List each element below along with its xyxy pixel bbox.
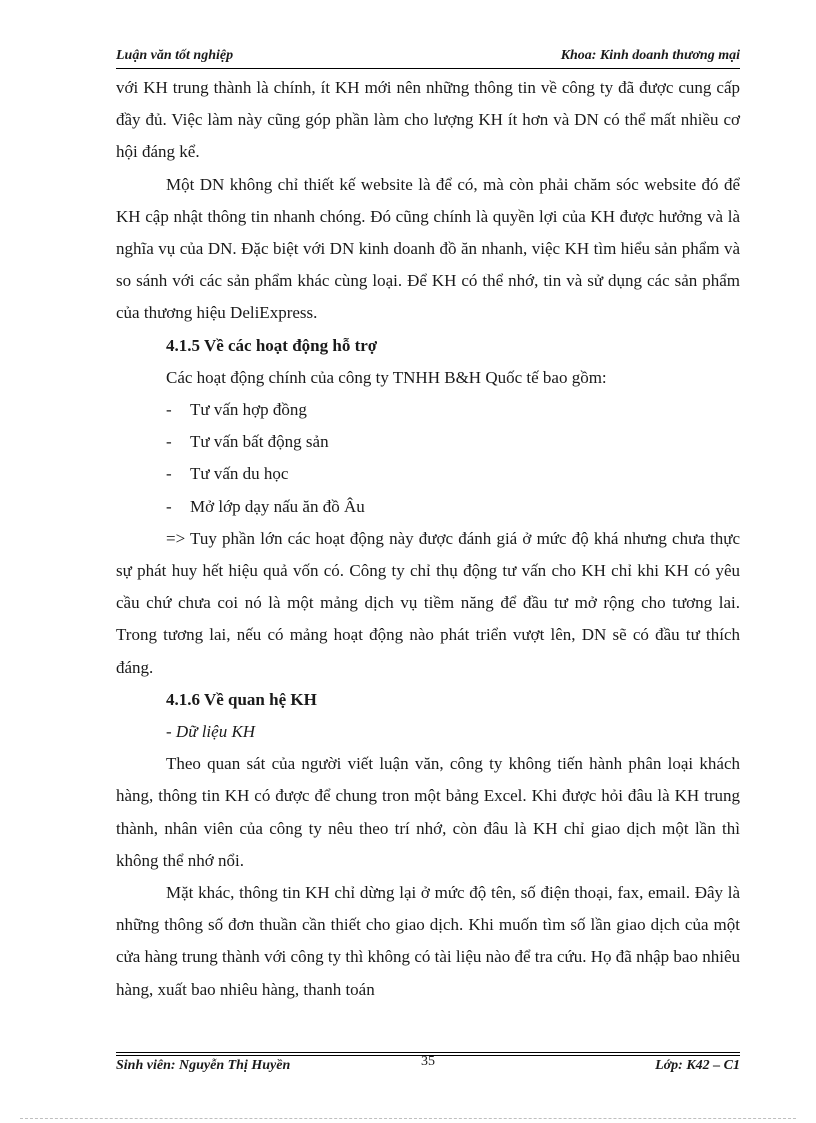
footer-divider-top (116, 1052, 740, 1053)
paragraph-2: Một DN không chỉ thiết kế website là để có, mà còn phải chăm sóc website đó để KH cập nhật thông tin nhanh chóng. Đó cũng chính là quyền lợi của KH được hưởng và là nghĩa vụ của DN. Đặc biệt với DN kinh doanh đồ ăn nhanh, việc KH tìm hiểu sản phẩm và so sánh với các sản phẩm khác cùng loại. Để KH có thể nhớ, tin và sử dụng các sản phẩm của thương hiệu DeliExpress. (116, 174, 740, 323)
bullet-marker: - (166, 496, 172, 516)
footer-student-name: Sinh viên: Nguyễn Thị Huyền (116, 1058, 291, 1073)
paragraph-1: với KH trung thành là chính, ít KH mới nên những thông tin về công ty đã được cung cấp đầy đủ. Việc làm này cũng góp phần làm cho lượng KH ít hơn và DN có thể mất nhiều cơ hội đáng kể. (116, 78, 740, 162)
page-header (116, 48, 740, 70)
list-item (116, 491, 740, 523)
footer-class: Lớp: K42 – C1 (655, 1058, 740, 1073)
list-item-text: Tư vấn hợp đồng (190, 400, 307, 420)
list-item-text: Tư vấn du học (190, 464, 289, 484)
page-footer (116, 1054, 740, 1080)
list-item-text: Tư vấn bất động sản (190, 432, 329, 452)
header-thesis-title: Luận văn tốt nghiệp (116, 48, 234, 63)
bullet-marker: - (166, 400, 172, 420)
section-heading-4-1-6: 4.1.6 Về quan hệ KH (166, 689, 317, 709)
header-divider (116, 68, 740, 69)
list-item (116, 458, 740, 490)
bullet-marker: - (166, 432, 172, 452)
paragraph-6: Mặt khác, thông tin KH chỉ dừng lại ở mức độ tên, số điện thoại, fax, email. Đây là những thông số đơn thuần cần thiết cho giao dịch. Khi muốn tìm số lần giao dịch của một cửa hàng trung thành với công ty thì không có tài liệu nào để tra cứu. Họ đã nhập bao nhiêu hàng, xuất bao nhiêu hàng, thanh toán (116, 883, 740, 999)
page-bottom-edge (20, 1118, 796, 1119)
bullet-marker: - (166, 464, 172, 484)
list-item-text: Mở lớp dạy nấu ăn đồ Âu (190, 496, 365, 516)
header-faculty: Khoa: Kinh doanh thương mại (560, 48, 740, 63)
document-body (116, 72, 740, 1006)
list-item (116, 394, 740, 426)
list-item (116, 426, 740, 458)
activity-list (116, 394, 740, 523)
paragraph-4: => Tuy phần lớn các hoạt động này được đánh giá ở mức độ khá nhưng chưa thực sự phát huy hết hiệu quả vốn có. Công ty chỉ thụ động tư vấn cho KH chỉ khi KH có yêu cầu chứ chưa coi nó là một mảng dịch vụ tiềm năng để đầu tư mở rộng cho tương lai. Trong tương lai, nếu có mảng hoạt động nào phát triển vượt lên, DN sẽ có đầu tư thích đáng. (116, 528, 740, 677)
page-number: 35 (421, 1054, 435, 1069)
section-heading-4-1-5: 4.1.5 Về các hoạt động hỗ trợ (166, 335, 378, 355)
subheading-customer-data: - Dữ liệu KH (166, 722, 256, 742)
paragraph-3: Các hoạt động chính của công ty TNHH B&H Quốc tế bao gồm: (166, 367, 607, 387)
paragraph-5: Theo quan sát của người viết luận văn, công ty không tiến hành phân loại khách hàng, thông tin KH có được để chung tron một bảng Excel. Khi được hỏi đâu là KH trung thành, nhân viên của công ty nêu theo trí nhớ, còn đâu là KH chỉ giao dịch một lần thì không thể nhớ nổi. (116, 754, 740, 870)
